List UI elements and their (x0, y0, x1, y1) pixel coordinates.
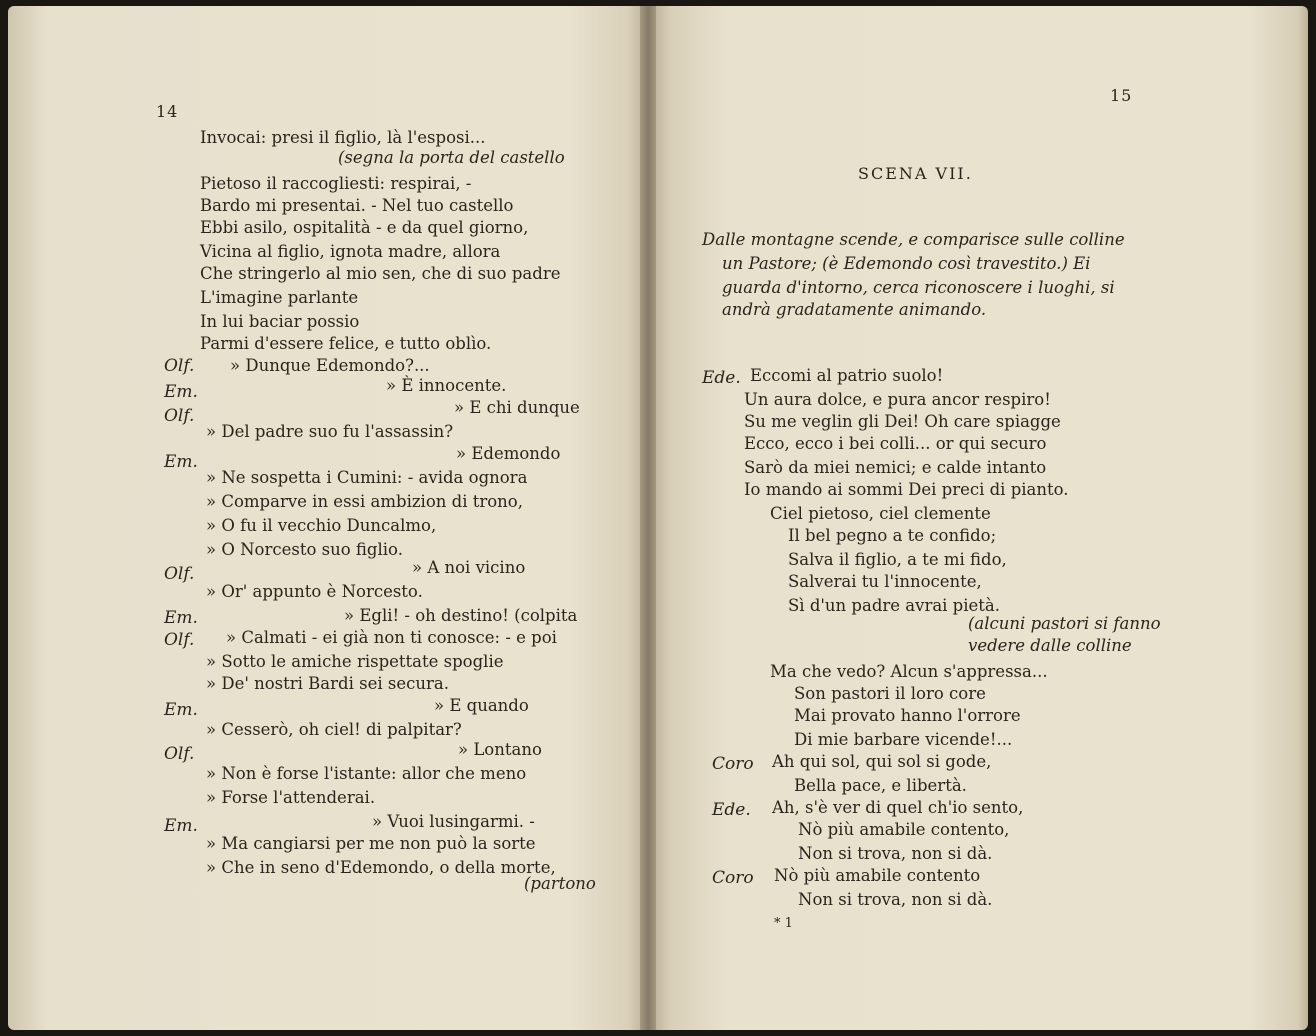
verse-line: Salverai tu l'innocente, (788, 572, 982, 591)
stage-direction-line: guarda d'intorno, cerca riconoscere i luoghi, si (722, 278, 1115, 297)
verse-line: Ebbi asilo, ospitalità - e da quel giorno, (200, 218, 529, 237)
verse-line: (segna la porta del castello (338, 148, 565, 167)
verse-line: Salva il figlio, a te mi fido, (788, 550, 1007, 569)
verse-line: » O Norcesto suo figlio. (206, 540, 403, 559)
verse-line: Vicina al figlio, ignota madre, allora (200, 242, 501, 261)
verse-line: » Non è forse l'istante: allor che meno (206, 764, 527, 783)
verse-line: Io mando ai sommi Dei preci di pianto. (744, 480, 1069, 499)
speaker-label: Em. (164, 608, 198, 628)
verse-line: » Dunque Edemondo?... (230, 356, 430, 375)
verse-line: » A noi vicino (412, 558, 526, 577)
verse-line: Non si trova, non si dà. (798, 844, 993, 863)
verse-line: » Sotto le amiche rispettate spoglie (206, 652, 504, 671)
verse-line: Pietoso il raccogliesti: respirai, - (200, 174, 472, 193)
verse-line: Sì d'un padre avrai pietà. (788, 596, 1001, 615)
verse-line: Non si trova, non si dà. (798, 890, 993, 909)
verse-line: Ah qui sol, qui sol si gode, (772, 752, 992, 771)
page-number-left: 14 (156, 102, 179, 121)
verse-line: Nò più amabile contento (774, 866, 981, 885)
verse-line: Mai provato hanno l'orrore (794, 706, 1021, 725)
verse-line: Bardo mi presentai. - Nel tuo castello (200, 196, 514, 215)
verse-line: Un aura dolce, e pura ancor respiro! (744, 390, 1051, 409)
verse-line: » Cesserò, oh ciel! di palpitar? (206, 720, 462, 739)
verse-line: » Calmati - ei già non ti conosce: - e poi (226, 628, 557, 647)
verse-line: » Del padre suo fu l'assassin? (206, 422, 454, 441)
verse-line: » Or' appunto è Norcesto. (206, 582, 423, 601)
speaker-label: Em. (164, 382, 198, 402)
left-page (8, 6, 648, 1030)
verse-line: Parmi d'essere felice, e tutto oblìo. (200, 334, 492, 353)
page-number-right: 15 (1110, 86, 1133, 105)
speaker-label: Em. (164, 452, 198, 472)
verse-line: (partono (524, 874, 596, 893)
verse-line: Di mie barbare vicende!... (794, 730, 1013, 749)
verse-line: » E quando (434, 696, 529, 715)
verse-line: » O fu il vecchio Duncalmo, (206, 516, 437, 535)
speaker-label: Olf. (164, 630, 195, 650)
stage-direction-line: andrà gradatamente animando. (722, 300, 987, 319)
verse-line: » Comparve in essi ambizion di trono, (206, 492, 523, 511)
verse-line: Che stringerlo al mio sen, che di suo padre (200, 264, 561, 283)
speaker-label: Ede. (702, 368, 741, 388)
verse-line: » Edemondo (456, 444, 561, 463)
right-page (648, 6, 1308, 1030)
verse-line: Ecco, ecco i bei colli... or qui securo (744, 434, 1047, 453)
verse-line: » È innocente. (386, 376, 507, 395)
verse-line: Ma che vedo? Alcun s'appressa... (770, 662, 1048, 681)
verse-line: » Ma cangiarsi per me non può la sorte (206, 834, 536, 853)
verse-line: Invocai: presi il figlio, là l'esposi... (200, 128, 486, 147)
verse-line: » Ne sospetta i Cumini: - avida ognora (206, 468, 528, 487)
stage-direction-line: Dalle montagne scende, e comparisce sulle colline (702, 230, 1125, 249)
verse-line: » De' nostri Bardi sei secura. (206, 674, 449, 693)
speaker-label: Em. (164, 816, 198, 836)
verse-line: » Lontano (458, 740, 542, 759)
verse-line: » Egli! - oh destino! (colpita (344, 606, 578, 625)
speaker-label: Olf. (164, 564, 195, 584)
signature-mark: * 1 (774, 916, 793, 931)
verse-line: (alcuni pastori si fanno (968, 614, 1161, 633)
stage-direction-line: un Pastore; (è Edemondo così travestito.) Ei (722, 254, 1091, 273)
verse-line: L'imagine parlante (200, 288, 359, 307)
verse-line: » Forse l'attenderai. (206, 788, 376, 807)
verse-line: Son pastori il loro core (794, 684, 986, 703)
verse-line: » Che in seno d'Edemondo, o della morte, (206, 858, 556, 877)
verse-line: Eccomi al patrio suolo! (750, 366, 944, 385)
speaker-label: Olf. (164, 744, 195, 764)
verse-line: vedere dalle colline (968, 636, 1132, 655)
bottom-edge (0, 1030, 1316, 1036)
speaker-label: Olf. (164, 406, 195, 426)
verse-line: Ah, s'è ver di quel ch'io sento, (772, 798, 1024, 817)
verse-line: In lui baciar possio (200, 312, 360, 331)
verse-line: Ciel pietoso, ciel clemente (770, 504, 991, 523)
verse-line: Il bel pegno a te confido; (788, 526, 997, 545)
verse-line: Su me veglin gli Dei! Oh care spiagge (744, 412, 1061, 431)
verse-line: Nò più amabile contento, (798, 820, 1010, 839)
speaker-label: Olf. (164, 356, 195, 376)
speaker-label: Ede. (712, 800, 751, 820)
speaker-label: Em. (164, 700, 198, 720)
speaker-label: Coro (712, 868, 754, 888)
speaker-label: Coro (712, 754, 754, 774)
scene-heading: SCENA VII. (858, 164, 973, 183)
verse-line: » Vuoi lusingarmi. - (372, 812, 535, 831)
verse-line: » E chi dunque (454, 398, 580, 417)
verse-line: Bella pace, e libertà. (794, 776, 967, 795)
verse-line: Sarò da miei nemici; e calde intanto (744, 458, 1047, 477)
book-gutter (640, 6, 656, 1030)
